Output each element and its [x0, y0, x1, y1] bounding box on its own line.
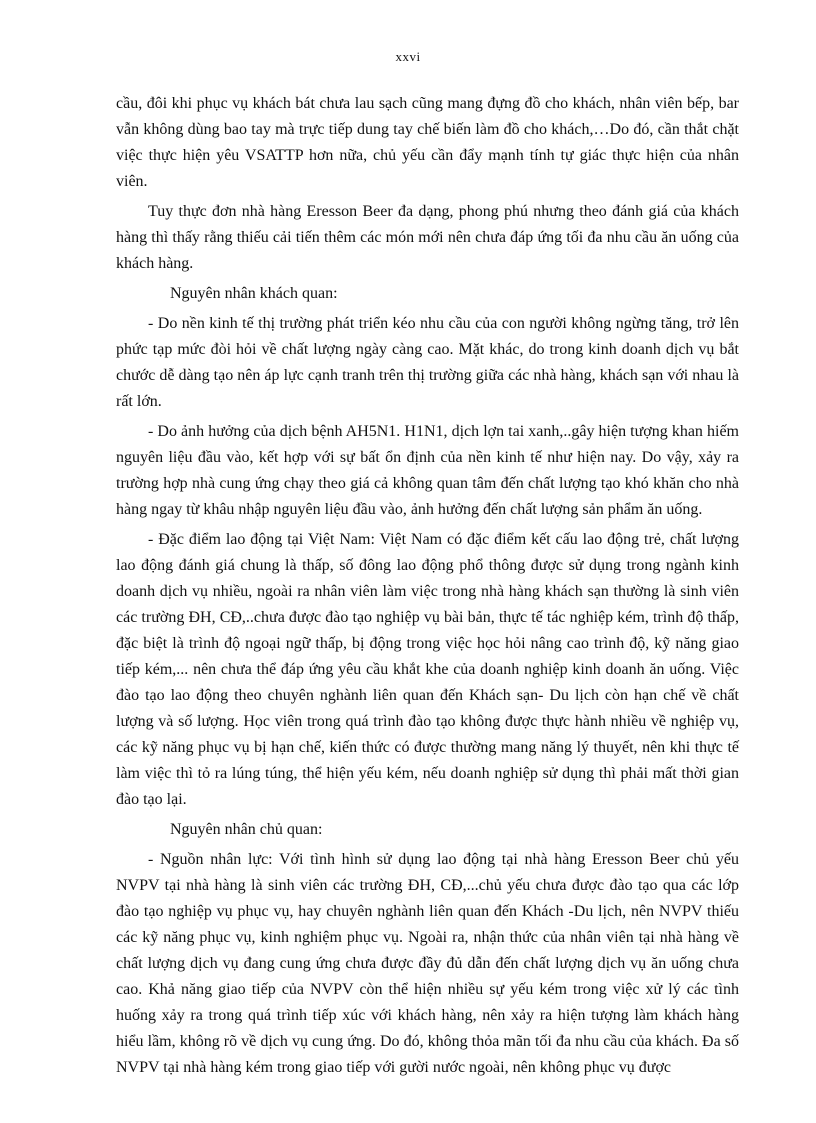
page-number: xxvi [395, 49, 421, 64]
paragraph-market-economy: - Do nền kinh tế thị trường phát triển kéo nhu cầu của con người không ngừng tăng, trở lên phức tạp mức đòi hỏi về chất lượng ngày càng cao. Mặt khác, do trong kinh doanh dịch vụ bắt chước dễ dàng tạo nên áp lực cạnh tranh trên thị trường giữa các nhà hàng, khách sạn với nhau là rất lớn. [116, 315, 739, 410]
paragraph-labor-characteristics: - Đặc điểm lao động tại Việt Nam: Việt Nam có đặc điểm kết cấu lao động trẻ, chất lượng lao động đánh giá chung là thấp, số đông lao động phổ thông được sử dụng trong ngành kinh doanh dịch vụ nhiều, ngoài ra nhân viên làm việc trong nhà hàng khách sạn thường là sinh viên các trường ĐH, CĐ,..chưa được đào tạo nghiệp vụ bài bản, thực tế tác nghiệp kém, trình độ thấp, đặc biệt là trình độ ngoại ngữ thấp, bị động trong việc học hỏi nâng cao trình độ, kỹ năng giao tiếp kém,... nên chưa thể đáp ứng yêu cầu khắt khe của doanh nghiệp kinh doanh ăn uống. Việc đào tạo lao động theo chuyên nghành liên quan đến Khách sạn- Du lịch còn hạn chế về chất lượng và số lượng. Học viên trong quá trình đào tạo không được thực hành nhiều về nghiệp vụ, các kỹ năng phục vụ bị hạn chế, kiến thức có được thường mang năng lý thuyết, nên khi thực tế làm việc thì tỏ ra lúng túng, thể hiện yếu kém, nếu doanh nghiệp sử dụng thì phải mất thời gian đào tạo lại. [116, 531, 739, 808]
paragraph-continuation: cầu, đôi khi phục vụ khách bát chưa lau sạch cũng mang đựng đồ cho khách, nhân viên bếp, bar vẫn không dùng bao tay mà trực tiếp dung tay chế biến làm đồ cho khách,…Do đó, cần thắt chặt việc thực hiện yêu VSATTP hơn nữa, chủ yếu cần đẩy mạnh tính tự giác thực hiện của nhân viên. [116, 95, 739, 190]
paragraph-disease-impact: - Do ảnh hưởng của dịch bệnh AH5N1. H1N1, dịch lợn tai xanh,..gây hiện tượng khan hiếm nguyên liệu đầu vào, kết hợp với sự bất ổn định của nền kinh tế như hiện nay. Do vậy, xảy ra trường hợp nhà cung ứng chạy theo giá cả không quan tâm đến chất lượng tạo khó khăn cho nhà hàng ngay từ khâu nhập nguyên liệu đầu vào, ảnh hưởng đến chất lượng sản phẩm ăn uống. [116, 423, 739, 518]
heading-subjective-causes: Nguyên nhân chủ quan: [170, 821, 323, 838]
paragraph-menu-variety: Tuy thực đơn nhà hàng Eresson Beer đa dạng, phong phú nhưng theo đánh giá của khách hàng thì thấy rằng thiếu cải tiến thêm các món mới nên chưa đáp ứng tối đa nhu cầu ăn uống của khách hàng. [116, 203, 739, 272]
heading-objective-causes: Nguyên nhân khách quan: [170, 285, 338, 302]
paragraph-human-resources: - Nguồn nhân lực: Với tình hình sử dụng lao động tại nhà hàng Eresson Beer chủ yếu NVPV tại nhà hàng là sinh viên các trường ĐH, CĐ,...chủ yếu chưa được đào tạo qua các lớp đào tạo nghiệp vụ phục vụ, hay chuyên nghành liên quan đến Khách -Du lịch, nên NVPV thiếu các kỹ năng phục vụ, kinh nghiệm phục vụ. Ngoài ra, nhận thức của nhân viên tại nhà hàng về chất lượng dịch vụ đang cung ứng chưa được đầy đủ dẫn đến chất lượng dịch vụ ăn uống chưa cao. Khả năng giao tiếp của NVPV còn thể hiện nhiều sự yếu kém trong việc xử lý các tình huống xảy ra trong quá trình tiếp xúc với khách hàng, nên xảy ra hiện tượng làm khách hàng hiểu lầm, không rõ về dịch vụ cung ứng. Do đó, không thỏa mãn tối đa nhu cầu của khách. Đa số NVPV tại nhà hàng kém trong giao tiếp với gười nước ngoài, nên không phục vụ được [116, 851, 739, 1076]
document-body [116, 91, 739, 1085]
